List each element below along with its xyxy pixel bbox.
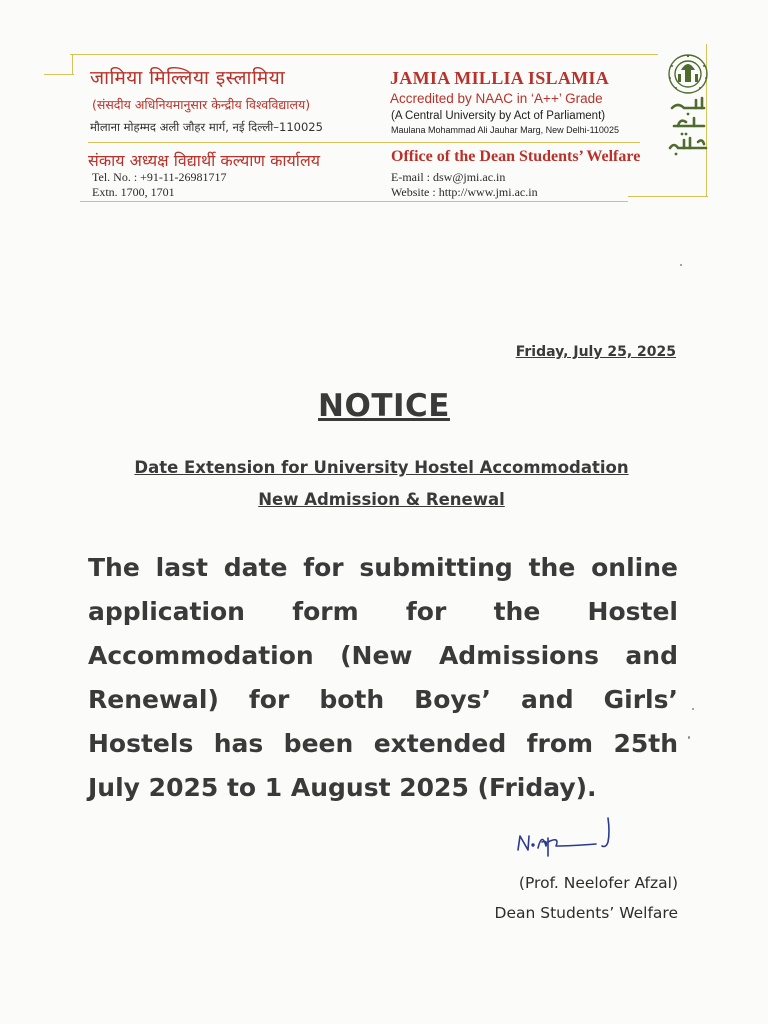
website-address: Website : http://www.jmi.ac.in [391, 185, 538, 199]
university-subtitle-hindi: (संसदीय अधिनियमानुसार केन्द्रीय विश्वविद्यालय) [92, 97, 311, 112]
scan-speck [688, 736, 690, 739]
central-university-line: (A Central University by Act of Parliament) [391, 110, 606, 122]
notice-date: Friday, July 25, 2025 [515, 344, 676, 360]
letterhead-border-bottom-right [628, 196, 708, 197]
university-address-english: Maulana Mohammad Ali Jauhar Marg, New Delhi-110025 [391, 125, 619, 135]
notice-subject-line-2: New Admission & Renewal [258, 490, 505, 509]
scan-speck [680, 264, 682, 266]
signatory-name: (Prof. Neelofer Afzal) [518, 874, 678, 892]
letterhead-border-top [70, 54, 658, 55]
signatory-title: Dean Students’ Welfare [494, 904, 678, 922]
notice-body: The last date for submitting the online application form for the Hostel Accommodation (New Admissions and Renewal) for both Boys’ and Girls’ Hostels has been extended from 25th July 2025 to 1 August 2025 (Friday). [88, 553, 678, 802]
letterhead-border-bottom [80, 201, 628, 202]
university-name-hindi: जामिया मिल्लिया इस्लामिया [90, 67, 286, 89]
notice-subject-line-1: Date Extension for University Hostel Accommodation [134, 458, 629, 477]
university-name-english: JAMIA MILLIA ISLAMIA [390, 68, 610, 88]
letterhead-border-left [44, 74, 74, 75]
office-name-english: Office of the Dean Students’ Welfare [391, 148, 641, 165]
telephone-number: Tel. No. : +91-11-26981717 [92, 170, 227, 184]
handwritten-signature-icon [512, 812, 622, 862]
accreditation-line: Accredited by NAAC in ‘A++’ Grade [390, 91, 603, 106]
office-name-hindi: संकाय अध्यक्ष विद्यार्थी कल्याण कार्यालय [88, 151, 321, 170]
email-address: E-mail : dsw@jmi.ac.in [391, 170, 506, 184]
university-address-hindi: मौलाना मोहम्मद अली जौहर मार्ग, नई दिल्ली–110025 [90, 120, 323, 134]
extension-numbers: Extn. 1700, 1701 [92, 185, 175, 199]
letterhead-divider [88, 142, 640, 143]
university-emblem-icon [664, 52, 712, 170]
letterhead-border-corner [72, 54, 73, 74]
notice-title: NOTICE [318, 388, 450, 424]
scan-speck [692, 708, 694, 710]
